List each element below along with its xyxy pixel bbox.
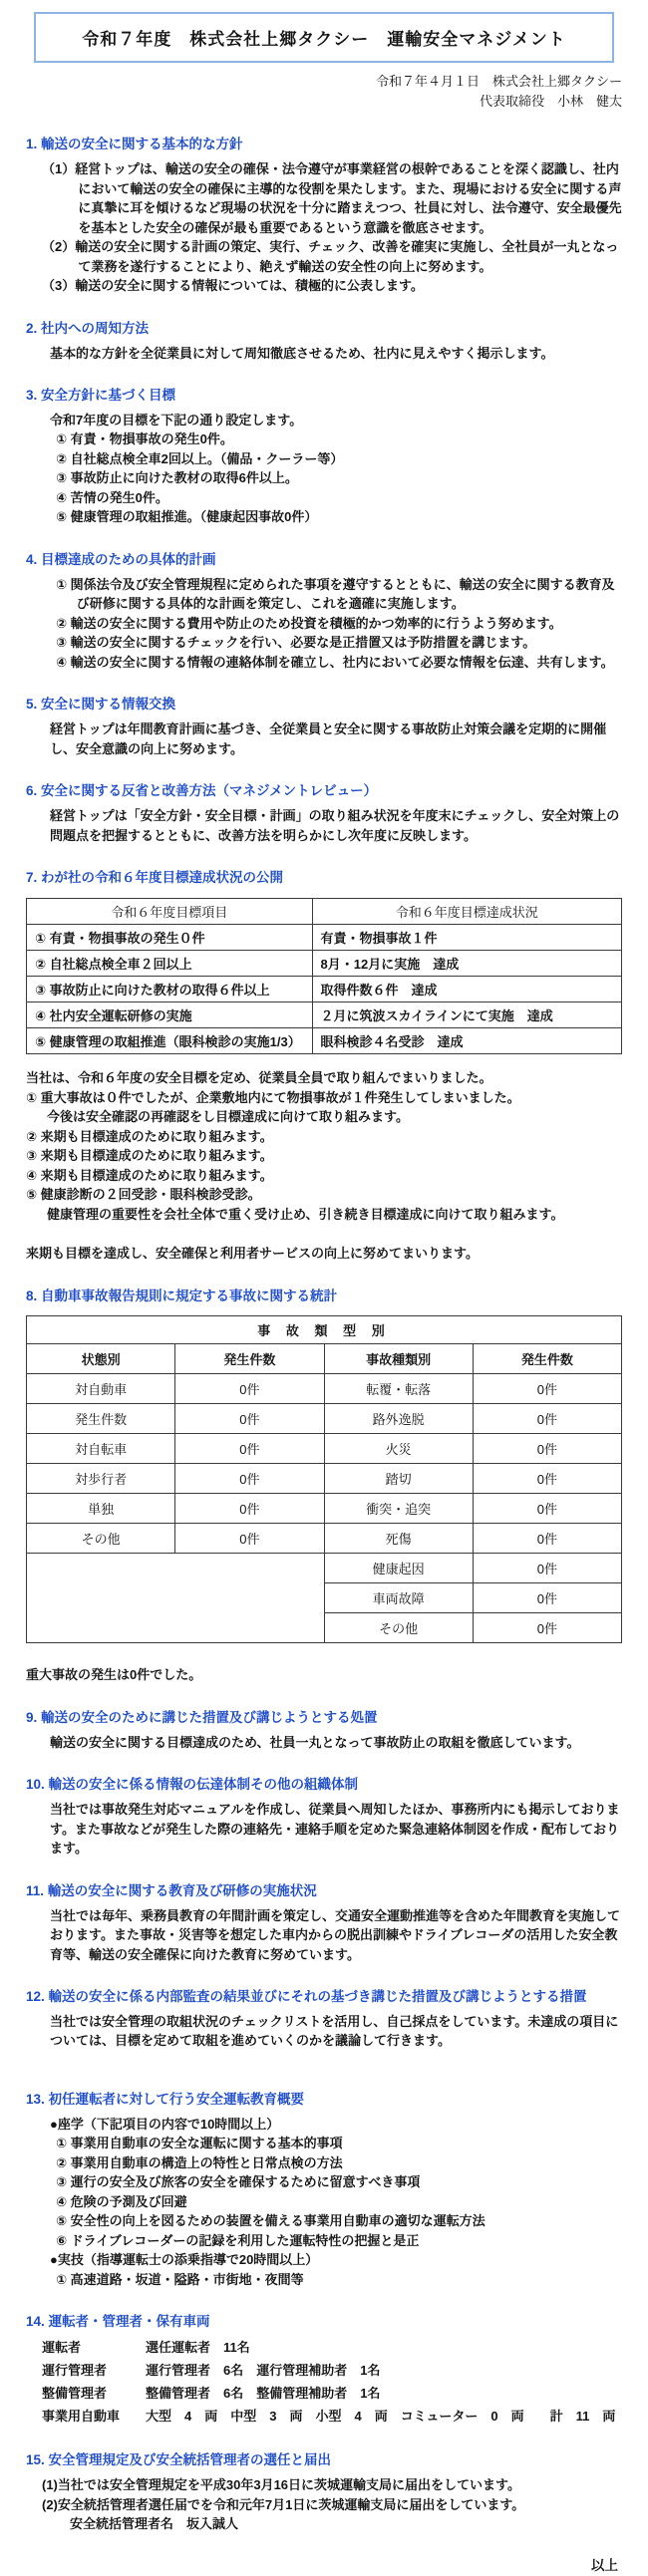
section-11-heading: 11. 輸送の安全に関する教育及び研修の実施状況 <box>26 1882 317 1898</box>
section-1 <box>26 136 622 295</box>
section-1-item: （2）輸送の安全に関する計画の策定、実行、チェック、改善を確実に実施し、全社員が一丸となって業務を遂行することにより、絶えず輸送の安全性の向上に努めます。 <box>42 239 619 274</box>
table-cell: 路外逸脱 <box>324 1404 473 1434</box>
table-row <box>27 1434 622 1464</box>
section-10-body: 当社では事故発生対応マニュアルを作成し、従業員へ周知したほか、事務所内にも掲示しております。また事故などが発生した際の連絡先・連絡手順を定めた緊急連絡体制図を作成・配布しております。 <box>50 1802 620 1857</box>
table-cell: 0件 <box>175 1374 324 1404</box>
section-7-note: 今後は安全確認の再確認をし目標達成に向けて取り組みます。 <box>47 1109 409 1125</box>
staff-value: 運行管理者 6名 運行管理補助者 1名 <box>146 2363 381 2378</box>
date-block <box>26 72 622 112</box>
table-cell: 0件 <box>473 1524 621 1554</box>
section-8-note: 重大事故の発生は0件でした。 <box>26 1667 202 1683</box>
staff-label: 事業用自動車 <box>42 2408 121 2424</box>
table-cell: 0件 <box>473 1554 621 1583</box>
table-cell: 踏切 <box>324 1464 473 1494</box>
document-closing: 以上 <box>591 2557 618 2573</box>
table-cell: 0件 <box>473 1613 621 1643</box>
table-cell: 0件 <box>175 1494 324 1524</box>
table-cell: 0件 <box>175 1434 324 1464</box>
section-15-item: (2)安全統括管理者選任届でを令和元年7月1日に茨城運輸支局に届出をしています。 <box>42 2496 525 2512</box>
section-3 <box>26 387 622 527</box>
section-13-item: ② 事業用自動車の構造上の特性と日常点検の方法 <box>56 2154 343 2170</box>
section-7-heading: 7. わが社の令和６年度目標達成状況の公開 <box>26 870 284 886</box>
table-cell: 対歩行者 <box>27 1464 175 1494</box>
section-9 <box>26 1709 622 1752</box>
document-title: 令和７年度 株式会社上郷タクシー 運輸安全マネジメント <box>82 30 566 49</box>
table-cell: その他 <box>27 1524 175 1554</box>
section-13-heading: 13. 初任運転者に対して行う安全運転教育概要 <box>26 2091 305 2107</box>
table-header-cell: 令和６年度目標達成状況 <box>312 899 621 925</box>
table-cell: 対自動車 <box>27 1374 175 1404</box>
section-3-item: ③ 事故防止に向けた教材の取得6件以上。 <box>56 470 298 486</box>
staff-label: 運転者 <box>42 2340 82 2356</box>
representative-line: 代表取締役 小林 健太 <box>479 94 622 110</box>
table-row <box>27 977 622 1002</box>
table-header-cell: 事故種類別 <box>324 1344 473 1374</box>
staff-row <box>42 2383 622 2406</box>
section-9-heading: 9. 輸送の安全のために講じた措置及び講じようとする処置 <box>26 1709 378 1725</box>
table-cell: 0件 <box>175 1404 324 1434</box>
section-2-body: 基本的な方針を全従業員に対して周知徹底させるため、社内に見えやすく掲示します。 <box>50 345 554 361</box>
section-12-body: 当社では安全管理の取組状況のチェックリストを活用し、自己採点をしています。未達成の項目については、目標を定めて取組を進めていくのかを議論して行きます。 <box>50 2013 619 2049</box>
table-cell: 対自転車 <box>27 1434 175 1464</box>
table-cell: 0件 <box>175 1464 324 1494</box>
section-11-body: 当社では毎年、乗務員教育の年間計画を策定し、交通安全運動推進等を含めた年間教育を実施しております。また事故・災害等を想定した車内からの脱出訓練やドライブレコーダの活用した安全教育等、輸送の安全確保に向けた教育に努めています。 <box>50 1907 621 1962</box>
goal-achievement-table <box>26 898 622 1054</box>
table-row <box>27 925 622 951</box>
section-10 <box>26 1776 622 1858</box>
table-header-cell: 令和６年度目標項目 <box>27 899 313 925</box>
section-13-item: ⑥ ドライブレコーダーの記録を利用した運転特性の把握と是正 <box>56 2232 420 2248</box>
table-cell: ２月に筑波スカイラインにて実施 達成 <box>312 1002 621 1028</box>
table-caption: 事 故 類 型 別 <box>27 1316 622 1344</box>
table-cell: 健康起因 <box>324 1554 473 1583</box>
section-5 <box>26 696 622 758</box>
section-7-closing-note: 来期も目標を達成し、安全確保と利用者サービスの向上に努めてまいります。 <box>26 1246 479 1262</box>
section-3-item: ⑤ 健康管理の取組推進。（健康起因事故0件） <box>56 509 318 525</box>
section-13-item: ④ 危険の予測及び回避 <box>56 2193 187 2209</box>
table-header-row <box>27 1344 622 1374</box>
section-7-note: 健康管理の重要性を会社全体で重く受け止め、引き続き目標達成に向けて取り組みます。 <box>47 1206 564 1222</box>
section-8-heading: 8. 自動車事故報告規則に規定する事故に関する統計 <box>26 1288 338 1303</box>
table-cell: 0件 <box>473 1494 621 1524</box>
section-13 <box>26 2091 622 2289</box>
empty-merged-cell <box>27 1554 325 1643</box>
staff-row <box>42 2406 622 2429</box>
staff-row <box>42 2337 622 2360</box>
staff-label: 整備管理者 <box>42 2385 108 2401</box>
section-7-note: ① 重大事故は０件でしたが、企業敷地内にて物損事故が１件発生してしまいました。 <box>26 1089 520 1105</box>
section-4 <box>26 551 622 672</box>
table-row <box>27 1374 622 1404</box>
table-row <box>27 951 622 977</box>
table-cell: ⑤ 健康管理の取組推進（眼科検診の実施1/3） <box>27 1028 313 1054</box>
section-4-item: ① 関係法令及び安全管理規程に定められた事項を遵守するとともに、輸送の安全に関する教育及び研修に関する具体的な計画を策定し、これを適確に実施します。 <box>56 576 615 612</box>
table-cell: 火災 <box>324 1434 473 1464</box>
table-row <box>27 1464 622 1494</box>
section-3-item: ④ 苦情の発生0件。 <box>56 489 168 505</box>
document-title-box <box>34 12 614 63</box>
section-2 <box>26 320 622 363</box>
section-11 <box>26 1882 622 1964</box>
section-13-lecture-lead: ●座学（下記項目の内容で10時間以上） <box>50 2116 280 2132</box>
section-13-item: ① 高速道路・坂道・隘路・市街地・夜間等 <box>56 2271 304 2287</box>
section-6 <box>26 782 622 845</box>
table-cell: 眼科検診４名受診 達成 <box>312 1028 621 1054</box>
table-cell: 8月・12月に実施 達成 <box>312 951 621 977</box>
table-row <box>27 1524 622 1554</box>
section-14-heading: 14. 運転者・管理者・保有車両 <box>26 2314 210 2330</box>
section-8 <box>26 1288 622 1685</box>
section-6-heading: 6. 安全に関する反省と改善方法（マネジメントレビュー） <box>26 783 378 799</box>
table-row <box>27 1028 622 1054</box>
section-14 <box>26 2313 622 2428</box>
section-7-note: 当社は、令和６年度の安全目標を定め、従業員全員で取り組んでまいりました。 <box>26 1070 492 1086</box>
section-1-item: （3）輸送の安全に関する情報については、積極的に公表します。 <box>42 278 424 294</box>
table-cell: 0件 <box>473 1464 621 1494</box>
table-header-cell: 発生件数 <box>473 1344 621 1374</box>
section-3-heading: 3. 安全方針に基づく目標 <box>26 388 176 404</box>
table-cell: 0件 <box>473 1434 621 1464</box>
table-cell: 有責・物損事故１件 <box>312 925 621 951</box>
safety-manager-name: 安全統括管理者名 坂入誠人 <box>70 2516 239 2532</box>
table-row <box>27 1002 622 1028</box>
table-cell: ③ 事故防止に向けた教材の取得６件以上 <box>27 977 313 1002</box>
table-row <box>27 1554 622 1583</box>
table-header-cell: 発生件数 <box>175 1344 324 1374</box>
section-7-note: ⑤ 健康診断の２回受診・眼科検診受診。 <box>26 1187 261 1203</box>
table-cell: 取得件数６件 達成 <box>312 977 621 1002</box>
table-cell: 死傷 <box>324 1524 473 1554</box>
section-13-item: ③ 運行の安全及び旅客の安全を確保するために留意すべき事項 <box>56 2174 421 2190</box>
section-13-practice-lead: ●実技（指導運転士の添乗指導で20時間以上） <box>50 2252 319 2268</box>
accident-statistics-table <box>26 1315 622 1643</box>
table-cell: 衝突・追突 <box>324 1494 473 1524</box>
section-15-item: (1)当社では安全管理規定を平成30年3月16日に茨城運輸支局に届出をしています。 <box>42 2477 520 2493</box>
table-cell: ④ 社内安全運転研修の実施 <box>27 1002 313 1028</box>
section-4-heading: 4. 目標達成のための具体的計画 <box>26 551 216 567</box>
section-2-heading: 2. 社内への周知方法 <box>26 320 150 336</box>
table-cell: 単独 <box>27 1494 175 1524</box>
section-1-item: （1）経営トップは、輸送の安全の確保・法令遵守が事業経営の根幹であることを深く認識し、社内において輸送の安全の確保に主導的な役割を果たします。また、現場における安全に関する声に真摯に耳を傾けるなど現場の状況を十分に踏まえつつ、社員に対し、法令遵守、安全最優先を基本とした安全の確保が最も重要であるという意識を徹底させます。 <box>42 161 622 235</box>
table-cell: ② 自社総点検全車２回以上 <box>27 951 313 977</box>
table-row <box>27 1404 622 1434</box>
section-12 <box>26 1988 622 2051</box>
section-1-heading: 1. 輸送の安全に関する基本的な方針 <box>26 137 243 152</box>
staff-value: 選任運転者 11名 <box>146 2340 250 2356</box>
section-5-body: 経営トップは年間教育計画に基づき、全従業員と安全に関する事故防止対策会議を定期的に開催し、安全意識の向上に努めます。 <box>50 721 607 756</box>
table-caption-row <box>27 1316 622 1344</box>
date-company-line: 令和７年４月１日 株式会社上郷タクシー <box>375 74 622 89</box>
table-cell: 0件 <box>175 1524 324 1554</box>
staff-label: 運行管理者 <box>42 2363 108 2378</box>
section-12-heading: 12. 輸送の安全に係る内部監査の結果並びにそれの基づき講じた措置及び講じようとする措置 <box>26 1989 587 2005</box>
section-10-heading: 10. 輸送の安全に係る情報の伝達体制その他の組織体制 <box>26 1777 359 1793</box>
section-3-intro: 令和7年度の目標を下記の通り設定します。 <box>50 412 303 428</box>
section-4-item: ② 輸送の安全に関する費用や防止のため投資を積極的かつ効率的に行うよう努めます。 <box>56 615 562 631</box>
section-15-heading: 15. 安全管理規定及び安全統括管理者の選任と届出 <box>26 2452 332 2468</box>
staff-value: 整備管理者 6名 整備管理補助者 1名 <box>146 2385 381 2401</box>
section-7-note: ④ 来期も目標達成のために取り組みます。 <box>26 1167 273 1183</box>
table-cell: 発生件数 <box>27 1404 175 1434</box>
section-5-heading: 5. 安全に関する情報交換 <box>26 697 176 713</box>
table-header-cell: 状態別 <box>27 1344 175 1374</box>
section-4-item: ④ 輸送の安全に関する情報の連絡体制を確立し、社内において必要な情報を伝達、共有します。 <box>56 654 614 670</box>
section-6-body: 経営トップは「安全方針・安全目標・計画」の取り組み状況を年度末にチェックし、安全対策上の問題点を把握するとともに、改善方法を明らかにし次年度に反映します。 <box>50 808 620 843</box>
section-9-body: 輸送の安全に関する目標達成のため、社員一丸となって事故防止の取組を徹底しています。 <box>50 1734 580 1750</box>
table-header-row <box>27 899 622 925</box>
section-15 <box>26 2451 622 2533</box>
section-4-item: ③ 輸送の安全に関するチェックを行い、必要な是正措置又は予防措置を講じます。 <box>56 635 536 651</box>
section-13-item: ① 事業用自動車の安全な運転に関する基本的事項 <box>56 2136 343 2151</box>
section-7-note: ③ 来期も目標達成のために取り組みます。 <box>26 1148 273 1164</box>
table-cell: 車両故障 <box>324 1583 473 1613</box>
table-cell: 転覆・転落 <box>324 1374 473 1404</box>
table-cell: 0件 <box>473 1583 621 1613</box>
section-3-item: ② 自社総点検全車2回以上。（備品・クーラー等） <box>56 450 344 466</box>
section-13-item: ⑤ 安全性の向上を図るための装置を備える事業用自動車の適切な運転方法 <box>56 2213 486 2229</box>
table-row <box>27 1494 622 1524</box>
table-cell: ① 有責・物損事故の発生０件 <box>27 925 313 951</box>
section-3-item: ① 有責・物損事故の発生0件。 <box>56 431 233 447</box>
staff-value: 大型 4 両 中型 3 両 小型 4 両 コミューター 0 両 計 11 両 <box>146 2408 616 2424</box>
table-cell: 0件 <box>473 1374 621 1404</box>
table-cell: 0件 <box>473 1404 621 1434</box>
staff-row <box>42 2360 622 2383</box>
section-7-note: ② 来期も目標達成のために取り組みます。 <box>26 1128 273 1144</box>
table-cell: その他 <box>324 1613 473 1643</box>
section-7 <box>26 869 622 1263</box>
